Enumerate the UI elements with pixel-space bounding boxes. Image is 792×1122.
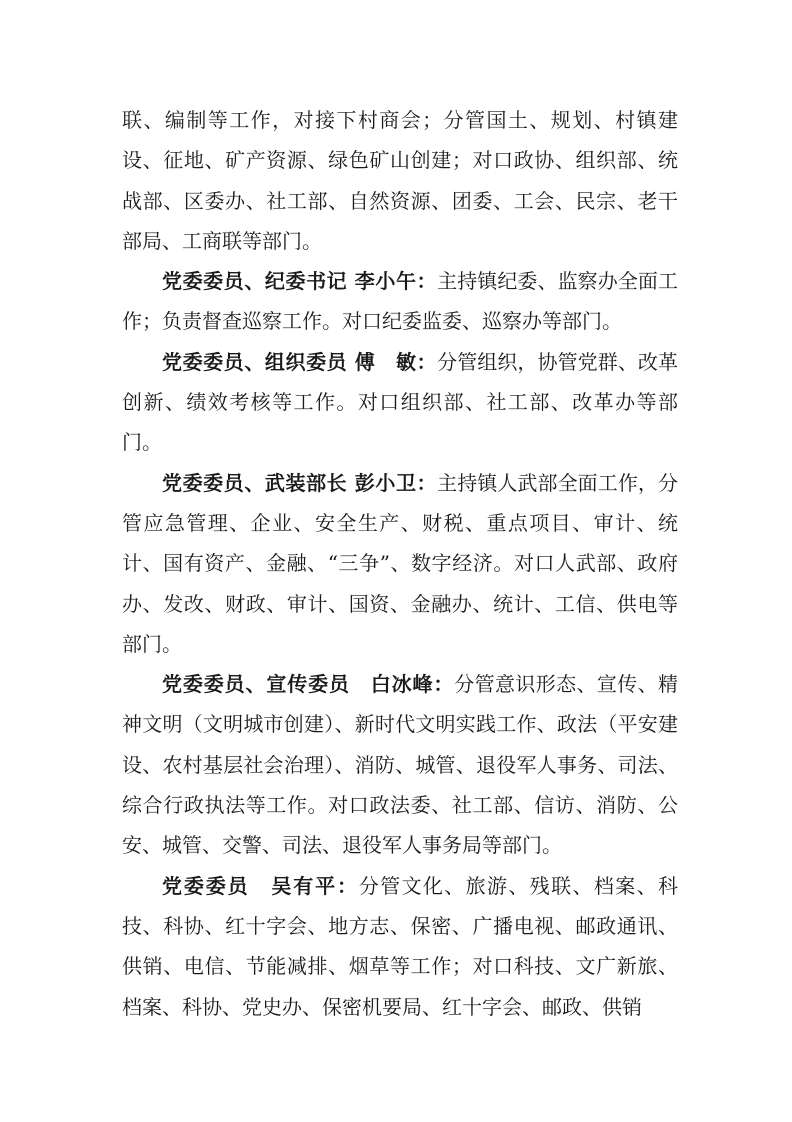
paragraph-text: 主持镇纪委、监察办全面工作；负责督查巡察工作。对口纪委监委、巡察办等部门。 [122,269,679,334]
official-title-name: 党委委员 吴有平： [162,873,359,898]
paragraph-text: 分管文化、旅游、残联、档案、科技、科协、红十字会、地方志、保密、广播电视、邮政通讯、供销、电信、节能减排、烟草等工作；对口科技、文广新旅、档案、科协、党史办、保密机要局、红十字会、邮政、供销 [122,873,679,1019]
paragraph-text: 分管组织，协管党群、改革创新、绩效考核等工作。对口组织部、社工部、改革办等部门。 [122,349,679,455]
paragraph-organization-member [122,342,678,463]
official-title-name: 党委委员、组织委员 傅 敏： [162,349,438,374]
paragraph-armed-forces-minister [122,463,678,664]
paragraph-committee-member [122,866,678,1027]
official-title-name: 党委委员、纪委书记 李小午： [162,269,438,294]
paragraph-publicity-member [122,664,678,865]
paragraph-text: 分管意识形态、宣传、精神文明（文明城市创建）、新时代文明实践工作、政法（平安建设、农村基层社会治理）、消防、城管、退役军人事务、司法、综合行政执法等工作。对口政法委、社工部、信访、消防、公安、城管、交警、司法、退役军人事务局等部门。 [122,672,678,858]
paragraph-continuation [122,100,678,261]
paragraph-text: 主持镇人武部全面工作，分管应急管理、企业、安全生产、财税、重点项目、审计、统计、国有资产、金融、“三争”、数字经济。对口人武部、政府办、发改、财政、审计、国资、金融办、统计、工信、供电等部门。 [122,470,679,656]
official-title-name: 党委委员、武装部长 彭小卫： [162,470,438,495]
official-title-name: 党委委员、宣传委员 白冰峰： [162,672,455,697]
paragraph-discipline-secretary [122,261,678,342]
document-body [122,100,678,1027]
paragraph-text: 联、编制等工作，对接下村商会；分管国土、规划、村镇建设、征地、矿产资源、绿色矿山创建；对口政协、组织部、统战部、区委办、社工部、自然资源、团委、工会、民宗、老干部局、工商联等部门。 [122,108,678,253]
